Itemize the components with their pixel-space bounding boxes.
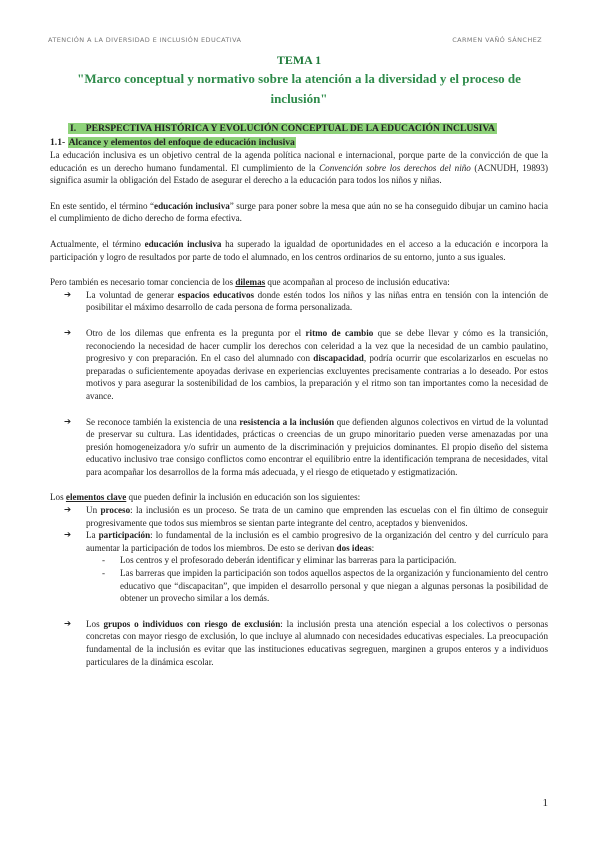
dash-bullet: -: [102, 555, 106, 566]
header-course: ATENCIÓN A LA DIVERSIDAD E INCLUSIÓN EDUCATIVA: [48, 36, 242, 44]
arrow-bullet-icon: ➔: [64, 416, 72, 427]
section-number: I.: [70, 123, 77, 134]
dilemmas-list: [50, 289, 548, 479]
paragraph-5: Los elementos clave que pueden definir la inclusión en educación son los siguientes:: [50, 492, 361, 503]
dash-bullet: -: [102, 568, 106, 579]
paragraph-3: Actualmente, el término educación inclusiva ha superado la igualdad de oportunidades en el acceso a la educación e incorpora la participación y logro de resultados por parte de todo el alumnado, en los centros ordinarios de su entorno, junto a sus iguales.: [50, 238, 548, 262]
section-title: PERSPECTIVA HISTÓRICA Y EVOLUCIÓN CONCEPTUAL DE LA EDUCACIÓN INCLUSIVA: [85, 123, 495, 134]
paragraph-1: La educación inclusiva es un objetivo central de la agenda política nacional e internacional, porque parte de la convicción de que la educación es un derecho humano fundamental. El cumplimiento de la Convención sobre los derechos del niño (ACNUDH, 19893) significa asumir la obligación del Estado de asegurar el derecho a la educación para todos los niños y niñas.: [50, 150, 548, 186]
section-heading: [50, 123, 548, 135]
list-item: ➔ Un proceso: la inclusión es un proceso. Se trata de un camino que emprenden las escuelas con el fin último de conseguir progresivamente que todos sus miembros se sientan parte integrante del centro, aceptados y bienvenidos.: [64, 505, 549, 528]
key-elements-list: [50, 504, 548, 668]
list-item: - Las barreras que impiden la participación son todos aquellos aspectos de la organización y funcionamiento del centro educativo que “discapacitan”, que impiden el desarrollo personal y que niegan a algunas personas la posibilidad de obtener un provecho similar a los demás.: [102, 568, 548, 604]
document-body: [50, 53, 548, 668]
list-item: ➔ Otro de los dilemas que enfrenta es la pregunta por el ritmo de cambio que se debe llevar y cómo es la transición, reconociendo la necesidad de hacer cumplir los derechos con celeridad a la vez que la necesidad de un cambio paulatino, progresivo y con preparación. En el caso del alumnado con discapacidad, podría ocurrir que escolarizarlos en escuelas no preparadas o suficientemente apoyadas derivase en experiencias excluyentes precisamente contrarias a lo deseado. Por estos motivos y para asegurar la sostenibilidad de los cambios, la preparación y el ritmo son tan importantes como la necesidad de avance.: [64, 327, 548, 401]
subsection-number: 1.1-: [50, 137, 66, 148]
page-title: TEMA 1: [276, 53, 322, 67]
arrow-bullet-icon: ➔: [64, 618, 72, 629]
page-header: [48, 36, 542, 46]
list-item: ➔ La voluntad de generar espacios educativos donde estén todos los niños y las niñas entra en tensión con la intención de posibilitar el máximo desarrollo de cada persona de forma personalizada.: [64, 289, 548, 313]
paragraph-2: En este sentido, el término “educación inclusiva” surge para poner sobre la mesa que aún no se ha conseguido dibujar un camino hacia el cumplimiento de dicho derecho de forma efectiva.: [50, 200, 548, 224]
page-subtitle: "Marco conceptual y normativo sobre la atención a la diversidad y el proceso de inclusión": [77, 71, 521, 106]
list-item: ➔ Los grupos o individuos con riesgo de exclusión: la inclusión presta una atención especial a los colectivos o personas concretas con mayor riesgo de exclusión, lo que incluye al alumnado con necesidades educativas especiales. La preocupación fundamental de la inclusión es evitar que las instituciones educativas segreguen, marginen a grupos enteros y a individuos particulares de la dinámica escolar.: [64, 618, 548, 667]
page-number: 1: [542, 797, 548, 809]
list-item: ➔ Se reconoce también la existencia de una resistencia a la inclusión que defienden algunos colectivos en virtud de la voluntad de preservar su cultura. Las identidades, prácticas o creencias de un grupo minoritario pueden verse amenazadas por una presión homogeneizadora y/o sufrir un aumento de la discriminación y prejuicios dominantes. El propio diseño del sistema educativo inclusivo trae consigo conflictos como encontrar el equilibrio entre la identificación temprana de necesidades, vital para acompañar los desarrollos de la forma más adecuada, y el riesgo de etiquetado y estigmatización.: [64, 416, 549, 477]
header-author: CARMEN VAÑÓ SÁNCHEZ: [452, 36, 542, 44]
subsection-heading: [50, 137, 548, 149]
subsection-title: Alcance y elementos del enfoque de educación inclusiva: [68, 137, 295, 148]
list-item: - Los centros y el profesorado deberán identificar y eliminar las barreras para la participación.: [102, 555, 457, 566]
arrow-bullet-icon: ➔: [64, 289, 72, 300]
arrow-bullet-icon: ➔: [64, 327, 72, 338]
paragraph-4: Pero también es necesario tomar conciencia de los dilemas que acompañan al proceso de inclusión educativa:: [50, 277, 450, 288]
list-item: ➔ La participación: lo fundamental de la inclusión es el cambio progresivo de la organización del centro y del currículo para aumentar la participación de todos los miembros. De esto se derivan dos ideas:: [64, 530, 548, 553]
arrow-bullet-icon: ➔: [64, 530, 72, 541]
arrow-bullet-icon: ➔: [64, 505, 72, 516]
section-heading-highlight: [68, 123, 497, 134]
